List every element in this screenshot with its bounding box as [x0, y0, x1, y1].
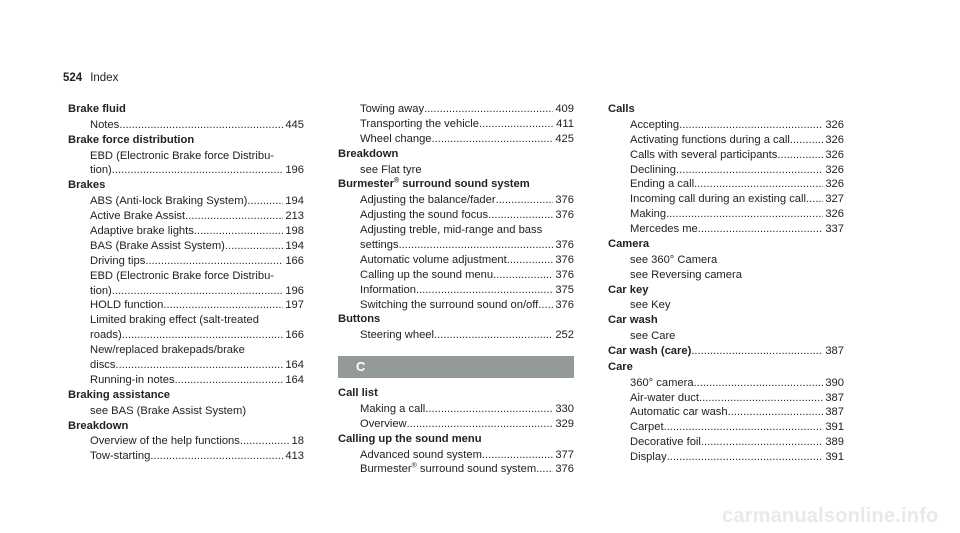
see-reference[interactable]: see Reversing camera — [630, 268, 742, 281]
index-column-3 — [608, 102, 844, 465]
index-subentry[interactable]: Adaptive brake lights ..... 198 — [68, 224, 304, 239]
entry-heading: Camera — [608, 238, 650, 251]
index-subentry[interactable]: Transporting the vehicle ..... 411 — [338, 117, 574, 132]
page-number: 524 — [63, 72, 83, 84]
index-subentry[interactable]: ABS (Anti-lock Braking System) ..... 194 — [68, 194, 304, 209]
index-subentry[interactable]: Tow-starting ..... 413 — [68, 449, 304, 464]
entry-heading: Breakdown — [338, 147, 399, 160]
index-subentry[interactable]: settings ..... 376 — [338, 238, 574, 253]
index-subentry[interactable]: Steering wheel ..... 252 — [338, 328, 574, 343]
index-subentry[interactable]: BAS (Brake Assist System) ..... 194 — [68, 239, 304, 254]
index-subentry[interactable]: Overview of the help functions ..... 18 — [68, 434, 304, 449]
index-subentry[interactable]: Carpet ..... 391 — [608, 420, 844, 435]
index-subentry-line: Adjusting treble, mid-range and bass — [360, 224, 543, 237]
watermark: carmanualsonline.info — [722, 505, 939, 527]
index-subentry[interactable]: Making a call ..... 330 — [338, 402, 574, 417]
entry-heading: Buttons — [338, 313, 381, 326]
index-subentry[interactable]: Running-in notes ..... 164 — [68, 373, 304, 388]
letter-section-header: C — [338, 356, 574, 378]
entry-heading: Car wash — [608, 314, 658, 327]
entry-heading: Brakes — [68, 179, 106, 192]
entry-heading: Calling up the sound menu — [338, 432, 482, 445]
index-subentry[interactable]: Driving tips ..... 166 — [68, 254, 304, 269]
index-subentry[interactable]: tion) ..... 196 — [68, 284, 304, 299]
index-subentry[interactable]: Advanced sound system ..... 377 — [338, 448, 574, 463]
index-subentry[interactable]: Calling up the sound menu ..... 376 — [338, 268, 574, 283]
index-subentry[interactable]: Accepting ..... 326 — [608, 118, 844, 133]
index-subentry[interactable]: Notes ..... 445 — [68, 118, 304, 133]
index-subentry[interactable]: Air-water duct ..... 387 — [608, 391, 844, 406]
entry-heading: Calls — [608, 103, 635, 115]
page-header — [63, 72, 118, 84]
index-subentry[interactable]: Adjusting the sound focus ..... 376 — [338, 208, 574, 223]
index-subentry[interactable]: Towing away ..... 409 — [338, 102, 574, 117]
index-subentry[interactable]: Incoming call during an existing call ..... 327 — [608, 192, 844, 207]
index-subentry[interactable]: Decorative foil ..... 389 — [608, 435, 844, 450]
index-subentry-line: New/replaced brakepads/brake — [90, 344, 245, 357]
see-reference[interactable]: see Care — [630, 330, 676, 343]
index-subentry[interactable]: Overview ..... 329 — [338, 417, 574, 432]
entry-heading: Brake fluid — [68, 103, 126, 115]
index-subentry[interactable]: Activating functions during a call ..... 326 — [608, 133, 844, 148]
entry-heading: Breakdown — [68, 419, 129, 432]
see-reference[interactable]: see BAS (Brake Assist System) — [90, 404, 247, 417]
index-subentry[interactable]: tion) ..... 196 — [68, 163, 304, 178]
index-subentry-line: EBD (Electronic Brake force Distribu- — [90, 269, 275, 282]
entry-heading: Braking assistance — [68, 388, 170, 401]
entry-heading-with-page[interactable]: Car wash (care) ..... 387 — [608, 344, 844, 360]
index-subentry[interactable]: Declining ..... 326 — [608, 163, 844, 178]
index-subentry[interactable]: Display ..... 391 — [608, 450, 844, 465]
index-column-2 — [338, 102, 574, 477]
index-subentry[interactable]: HOLD function ..... 197 — [68, 298, 304, 313]
index-subentry[interactable]: Making ..... 326 — [608, 207, 844, 222]
see-reference[interactable]: see Flat tyre — [360, 163, 422, 176]
see-reference[interactable]: see Key — [630, 299, 671, 312]
index-column-1 — [68, 102, 304, 464]
index-subentry[interactable]: Wheel change ..... 425 — [338, 132, 574, 147]
entry-heading: Call list — [338, 387, 378, 400]
see-reference[interactable]: see 360° Camera — [630, 253, 718, 266]
index-subentry[interactable]: Calls with several participants ..... 326 — [608, 148, 844, 163]
index-subentry[interactable]: Switching the surround sound on/off ..... 376 — [338, 298, 574, 313]
index-subentry[interactable]: Burmester® surround sound system ..... 376 — [338, 462, 574, 477]
index-subentry[interactable]: Mercedes me ..... 337 — [608, 222, 844, 237]
entry-heading: Burmester® surround sound system — [338, 177, 530, 191]
index-subentry-line: Limited braking effect (salt-treated — [90, 314, 259, 327]
index-subentry[interactable]: discs ..... 164 — [68, 358, 304, 373]
index-subentry[interactable]: Active Brake Assist ..... 213 — [68, 209, 304, 224]
index-subentry[interactable]: Information ..... 375 — [338, 283, 574, 298]
entry-heading: Brake force distribution — [68, 133, 195, 146]
index-subentry[interactable]: Automatic car wash ..... 387 — [608, 405, 844, 420]
index-subentry[interactable]: roads) ..... 166 — [68, 328, 304, 343]
index-subentry[interactable]: Adjusting the balance/fader ..... 376 — [338, 193, 574, 208]
section-title: Index — [90, 72, 119, 84]
index-subentry[interactable]: 360° camera ..... 390 — [608, 376, 844, 391]
index-subentry-line: EBD (Electronic Brake force Distribu- — [90, 149, 275, 162]
index-subentry[interactable]: Ending a call ..... 326 — [608, 177, 844, 192]
entry-heading: Care — [608, 360, 633, 373]
entry-heading: Car key — [608, 283, 649, 296]
index-subentry[interactable]: Automatic volume adjustment ..... 376 — [338, 253, 574, 268]
